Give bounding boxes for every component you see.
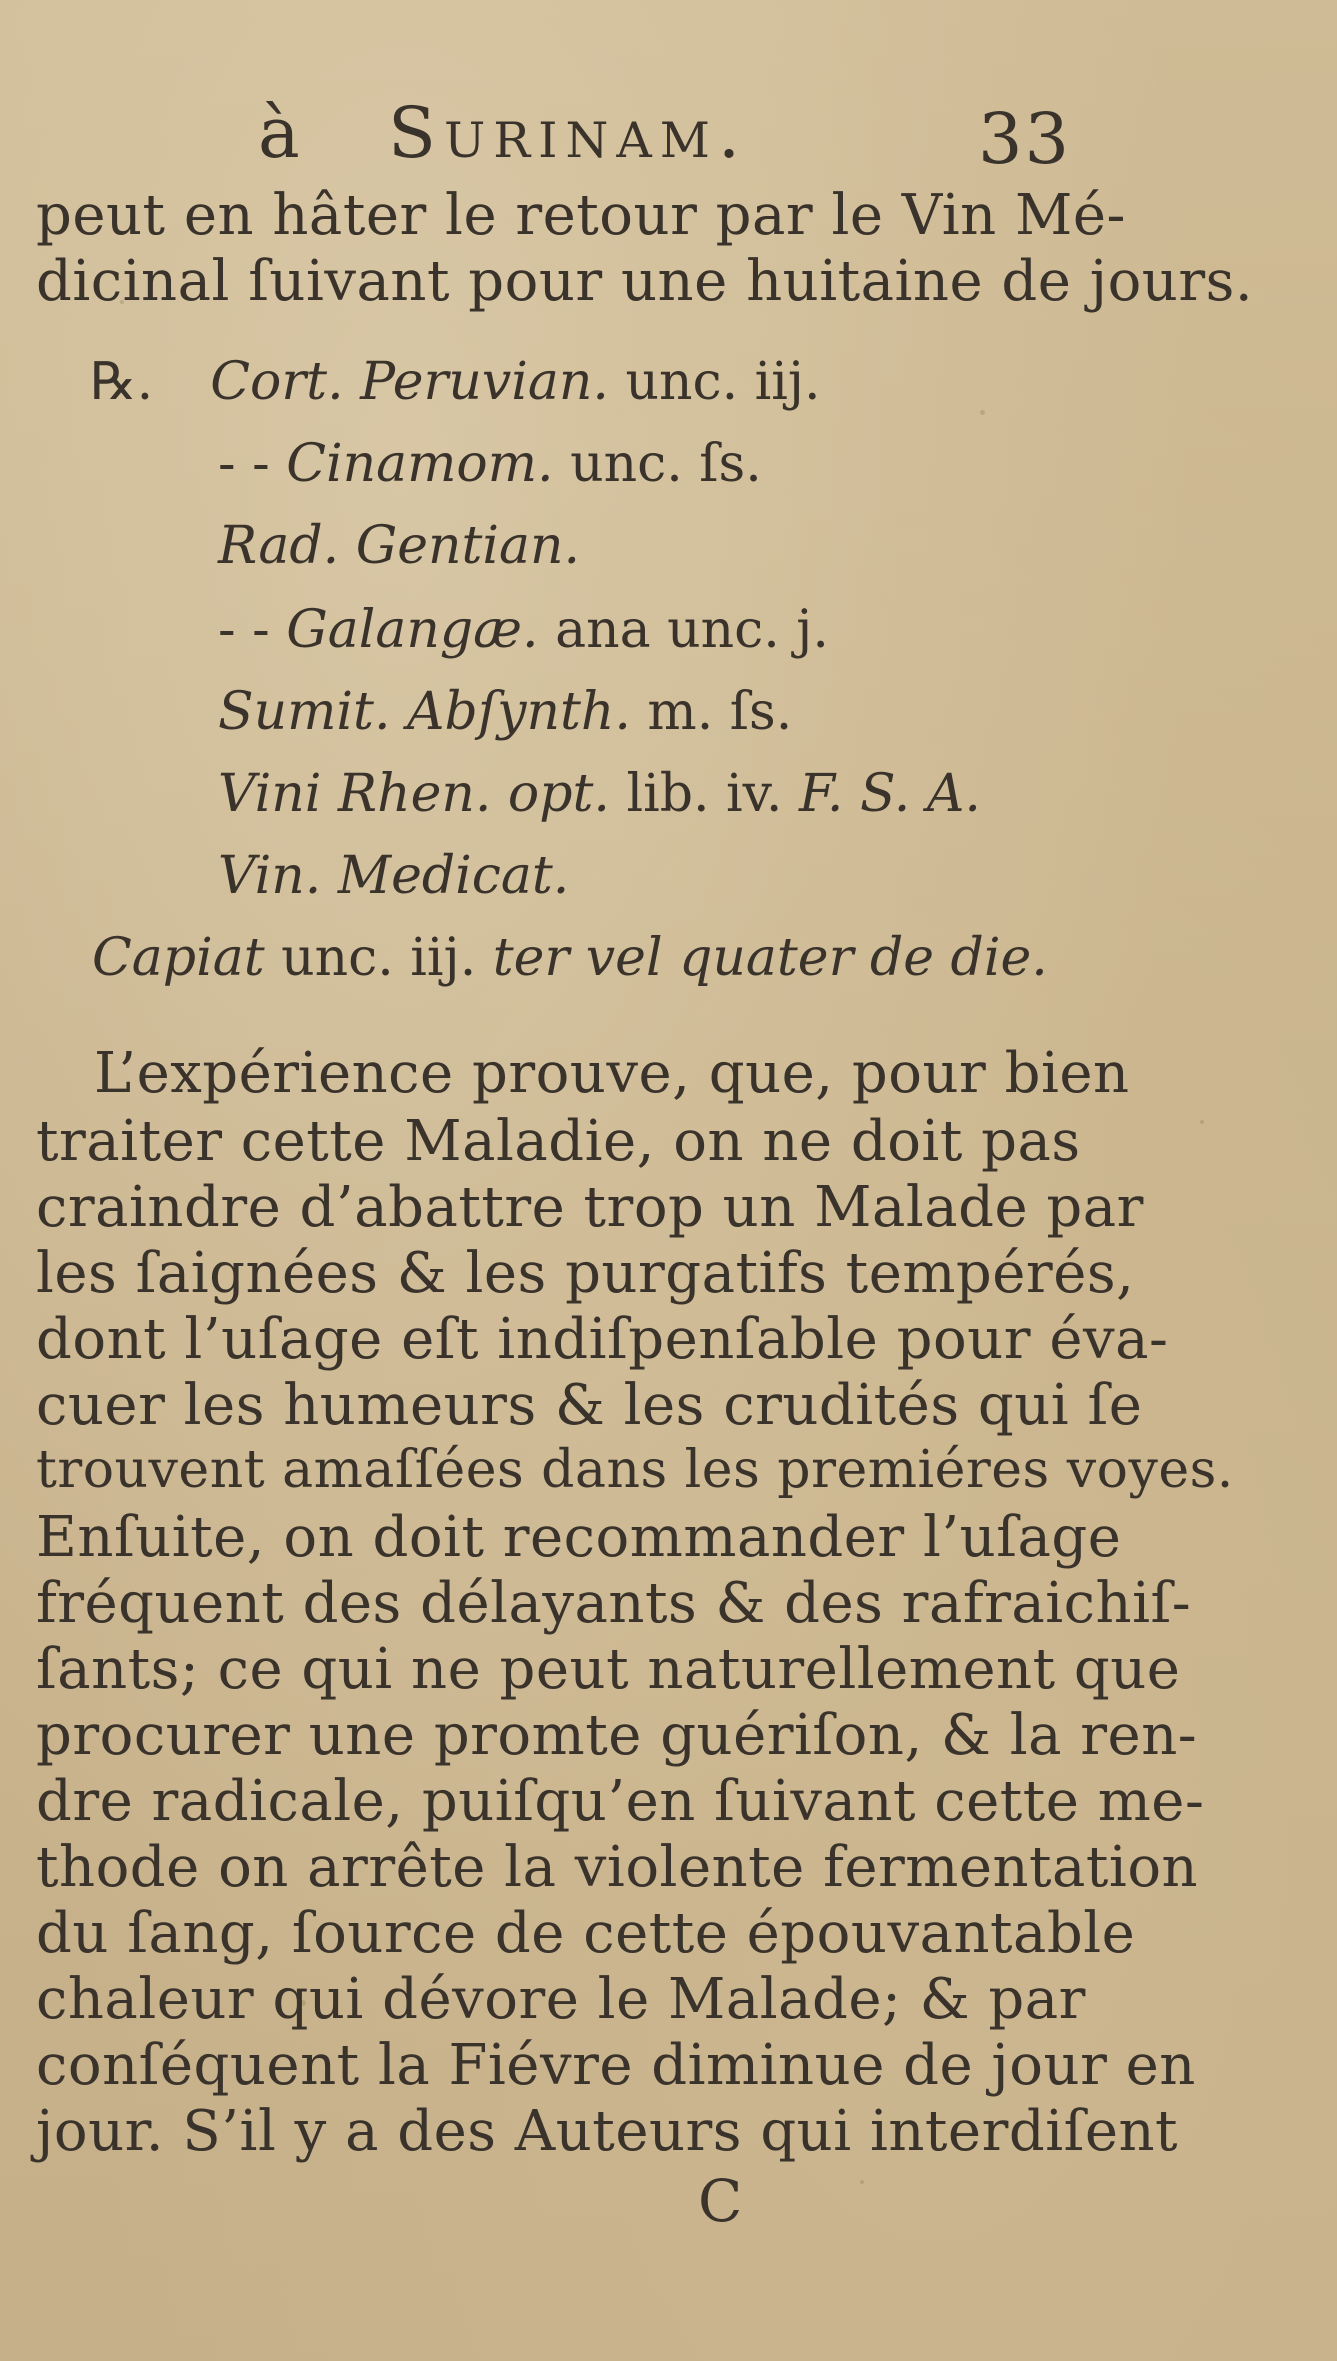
- recipe-line-5: [218, 682, 793, 742]
- running-header-title: Surinam.: [388, 92, 749, 174]
- paper-speck: [1200, 1120, 1204, 1124]
- page-number: 33: [978, 98, 1072, 180]
- recipe-drug: Vini Rhen. opt.: [218, 764, 610, 824]
- recipe-name: Vin. Medicat.: [218, 846, 570, 906]
- body-line: ſants; ce qui ne peut naturellement que: [36, 1637, 1181, 1702]
- recipe-drug: Cort. Peruvian.: [210, 352, 609, 412]
- body-line: dont l’uſage eſt indiſpenſable pour éva-: [36, 1307, 1169, 1372]
- recipe-instruction: ter vel quater de die.: [492, 928, 1048, 988]
- body-line: les ſaignées & les purgatifs tempérés,: [36, 1241, 1135, 1306]
- paper-speck: [980, 410, 985, 415]
- recipe-dose: unc. ſs.: [570, 434, 762, 494]
- body-line: Enſuite, on doit recommander l’uſage: [36, 1505, 1122, 1570]
- recipe-dose: ana unc. j.: [555, 600, 829, 660]
- recipe-line-4: [218, 600, 829, 660]
- recipe-symbol: ℞.: [90, 352, 154, 412]
- recipe-instruction: F. S. A.: [798, 764, 981, 824]
- body-line: chaleur qui dévore le Malade; & par: [36, 1967, 1086, 2032]
- body-line: conſéquent la Fiévre diminue de jour en: [36, 2033, 1196, 2098]
- body-line: dre radicale, puiſqu’en ſuivant cette me-: [36, 1769, 1205, 1834]
- recipe-dose: lib. iv.: [626, 764, 783, 824]
- body-line: thode on arrête la violente fermentation: [36, 1835, 1199, 1900]
- intro-line: dicinal ſuivant pour une huitaine de jours.: [36, 249, 1254, 314]
- body-line: jour. S’il y a des Auteurs qui interdiſent: [36, 2099, 1179, 2164]
- recipe-drug: Sumit. Abſynth.: [218, 682, 631, 742]
- body-line: trouvent amaſſées dans les premiéres voyes.: [36, 1440, 1234, 1500]
- recipe-drug: Rad. Gentian.: [218, 516, 581, 576]
- body-line: L’expérience prouve, que, pour bien: [94, 1041, 1130, 1106]
- body-line: fréquent des délayants & des rafraichiſ-: [36, 1571, 1192, 1636]
- recipe-line-1: [90, 352, 821, 412]
- recipe-dose: m. ſs.: [647, 682, 793, 742]
- signature-mark: C: [698, 2167, 743, 2235]
- recipe-line-3: [218, 516, 581, 576]
- body-line: craindre d’abattre trop un Malade par: [36, 1175, 1144, 1240]
- body-line: du ſang, ſource de cette épouvantable: [36, 1901, 1136, 1966]
- intro-line: peut en hâter le retour par le Vin Mé-: [36, 183, 1126, 248]
- recipe-instruction: Capiat: [92, 928, 265, 988]
- recipe-drug: Galangæ.: [286, 600, 539, 660]
- paper-speck: [860, 2180, 864, 2184]
- recipe-dose: unc. iij.: [281, 928, 477, 988]
- body-line: traiter cette Maladie, on ne doit pas: [36, 1109, 1081, 1174]
- recipe-line-2: [218, 434, 762, 494]
- recipe-drug: Cinamom.: [286, 434, 554, 494]
- recipe-dose: unc. iij.: [625, 352, 821, 412]
- body-line: cuer les humeurs & les crudités qui ſe: [36, 1373, 1143, 1438]
- running-header-left: à: [258, 92, 302, 174]
- recipe-line-8: [92, 928, 1048, 988]
- recipe-line-7: [218, 846, 570, 906]
- body-line: procurer une promte guériſon, & la ren-: [36, 1703, 1198, 1768]
- recipe-dash: - -: [218, 434, 270, 494]
- recipe-line-6: [218, 764, 981, 824]
- recipe-dash: - -: [218, 600, 270, 660]
